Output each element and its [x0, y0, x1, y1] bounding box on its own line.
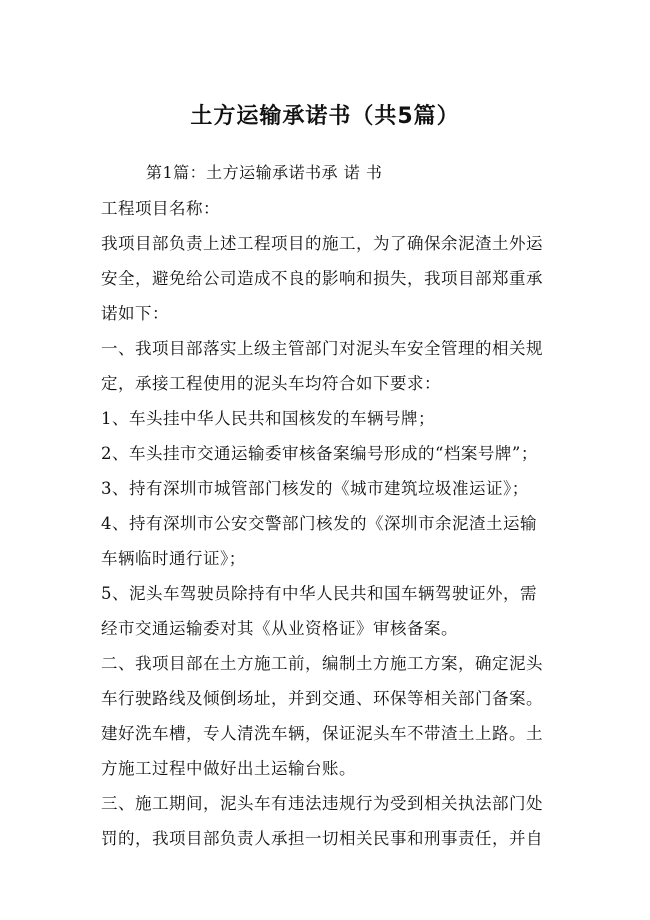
- paragraph-line: 4、持有深圳市公安交警部门核发的《深圳市余泥渣土运输: [101, 514, 537, 533]
- paragraph-line: 一、我项目部落实上级主管部门对泥头车安全管理的相关规: [101, 339, 543, 358]
- document-title: 土方运输承诺书（共5篇）: [190, 104, 460, 129]
- paragraph-line: 车辆临时通行证》；: [101, 549, 246, 568]
- paragraph-line: 1、车头挂中华人民共和国核发的车辆号牌；: [101, 409, 435, 428]
- paragraph-line: 罚的，我项目部负责人承担一切相关民事和刑事责任，并自: [101, 829, 543, 848]
- paragraph-line: 我项目部负责上述工程项目的施工，为了确保余泥渣土外运: [101, 234, 543, 253]
- paragraph-line: 定，承接工程使用的泥头车均符合如下要求：: [101, 374, 441, 393]
- paragraph-line: 二、我项目部在土方施工前，编制土方施工方案，确定泥头: [101, 654, 543, 673]
- paragraph-line: 方施工过程中做好出土运输台账。: [101, 759, 356, 778]
- document-subtitle: 第1篇：土方运输承诺书承 诺 书: [146, 163, 383, 182]
- paragraph-line: 建好洗车槽，专人清洗车辆，保证泥头车不带渣土上路。土: [101, 724, 543, 743]
- paragraph-line: 诺如下：: [101, 304, 169, 323]
- paragraph-line: 2、车头挂市交通运输委审核备案编号形成的“档案号牌”；: [101, 444, 538, 463]
- paragraph-line: 工程项目名称：: [101, 199, 220, 218]
- paragraph-line: 安全，避免给公司造成不良的影响和损失，我项目部郑重承: [101, 269, 543, 288]
- paragraph-line: 5、泥头车驾驶员除持有中华人民共和国车辆驾驶证外，需: [101, 584, 537, 603]
- paragraph-line: 3、持有深圳市城管部门核发的《城市建筑垃圾准运证》；: [101, 479, 529, 498]
- paragraph-line: 三、施工期间，泥头车有违法违规行为受到相关执法部门处: [101, 794, 543, 813]
- paragraph-line: 经市交通运输委对其《从业资格证》审核备案。: [101, 619, 458, 638]
- paragraph-line: 车行驶路线及倾倒场址，并到交通、环保等相关部门备案。: [101, 689, 543, 708]
